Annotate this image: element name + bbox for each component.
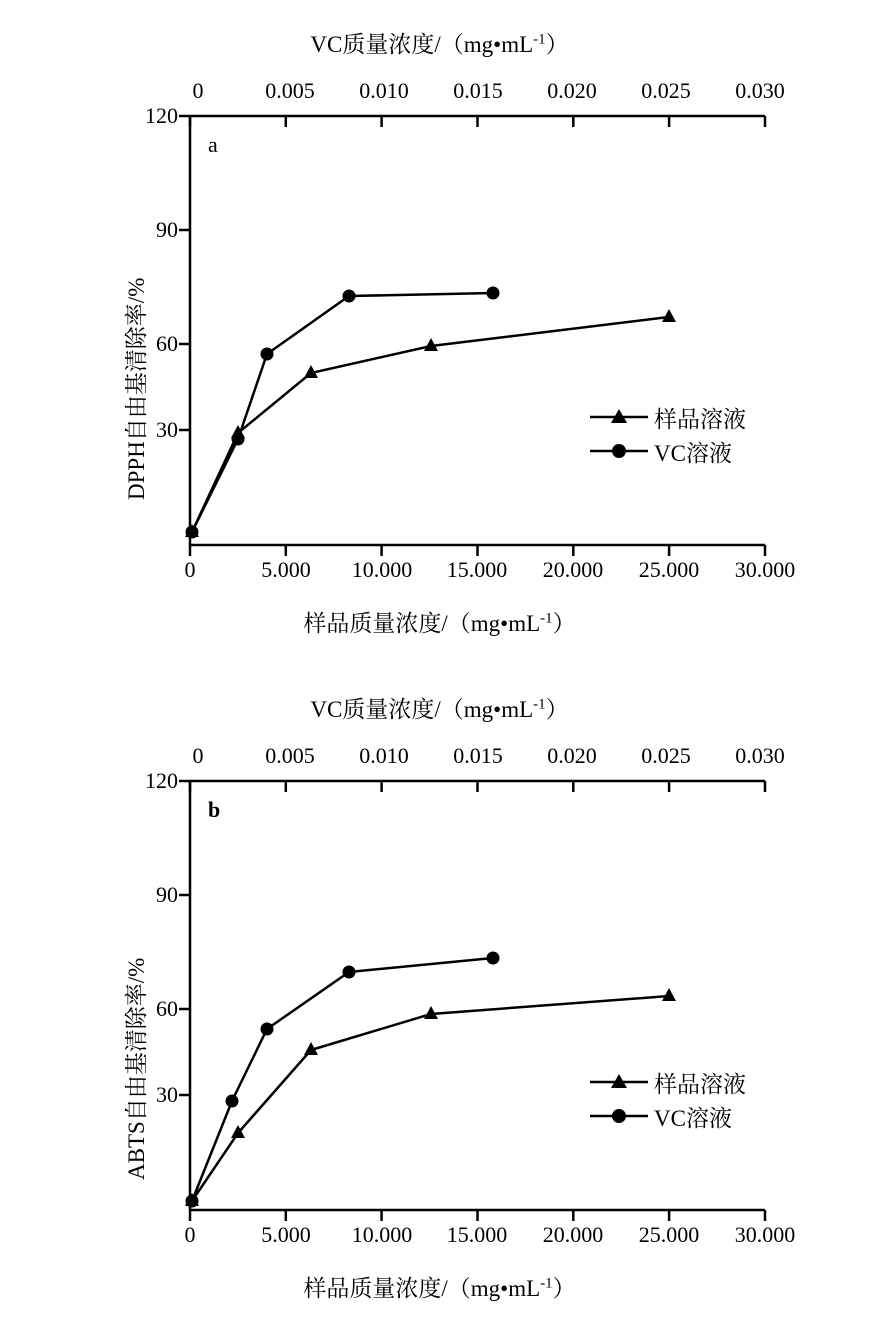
panel-b-top-ticks	[190, 781, 765, 792]
panel-b-top-axis-title-suffix: ）	[545, 697, 569, 722]
panel-b-bottom-tick-2: 10.000	[351, 1222, 413, 1247]
panel-a-letter: a	[208, 132, 218, 157]
panel-b-top-tick-4: 0.020	[547, 743, 597, 768]
panel-a-legend-label-vc: VC溶液	[654, 440, 732, 466]
panel-a-top-tick-6: 0.030	[735, 78, 785, 103]
panel-a-legend-item-sample	[588, 400, 746, 434]
panel-a-bottom-tick-2: 10.000	[351, 557, 413, 582]
panel-b-series-vc-markers	[186, 952, 500, 1208]
panel-b-top-tick-3: 0.015	[453, 743, 503, 768]
panel-a-top-tick-5: 0.025	[641, 78, 691, 103]
panel-b-y-tick-30: 30	[156, 1082, 178, 1107]
panel-b-top-tick-5: 0.025	[641, 743, 691, 768]
panel-a-plot	[150, 100, 810, 570]
panel-b-bottom-tick-labels	[0, 1222, 879, 1248]
panel-a-bottom-axis-title-prefix: 样品质量浓度/（mg•mL	[303, 611, 541, 636]
panel-b-bottom-tick-3: 15.000	[446, 1222, 508, 1247]
panel-b-bottom-axis-title-prefix: 样品质量浓度/（mg•mL	[303, 1276, 541, 1301]
panel-b-bottom-ticks	[190, 1210, 765, 1221]
panel-a-top-tick-4: 0.020	[547, 78, 597, 103]
panel-a-top-axis-title-prefix: VC质量浓度/（mg•mL	[310, 32, 534, 57]
panel-a-bottom-tick-4: 20.000	[542, 557, 604, 582]
panel-b-bottom-tick-4: 20.000	[542, 1222, 604, 1247]
panel-a-y-axis-title: DPPH自由基清除率/%	[124, 277, 149, 500]
panel-b-top-tick-2: 0.010	[359, 743, 409, 768]
panel-b-bottom-tick-6: 30.000	[734, 1222, 796, 1247]
panel-a-top-ticks	[190, 116, 765, 127]
panel-a-bottom-ticks	[190, 545, 765, 556]
panel-a-bottom-axis-title-suffix: ）	[552, 611, 576, 636]
panel-b-top-tick-6: 0.030	[735, 743, 785, 768]
panel-a-bottom-tick-0: 0	[184, 557, 196, 582]
panel-a-top-axis-title	[0, 26, 879, 59]
panel-a-legend-item-vc	[588, 434, 746, 468]
panel-a-bottom-tick-labels	[0, 557, 879, 583]
panel-b-plot	[150, 765, 810, 1235]
panel-b-legend	[588, 1065, 746, 1133]
panel-b-legend-label-vc: VC溶液	[654, 1105, 732, 1131]
panel-a-legend-label-sample: 样品溶液	[654, 406, 746, 432]
panel-a-y-tick-120: 120	[145, 103, 178, 128]
panel-b-bottom-tick-5: 25.000	[638, 1222, 700, 1247]
panel-a-top-axis-title-suffix: ）	[545, 32, 569, 57]
panel-b-top-tick-1: 0.005	[265, 743, 315, 768]
panel-a-y-tick-90: 90	[156, 217, 178, 242]
panel-b-bottom-tick-1: 5.000	[261, 1222, 311, 1247]
panel-a-bottom-tick-5: 25.000	[638, 557, 700, 582]
panel-b-top-axis-title	[0, 691, 879, 724]
panel-b-bottom-axis-title-sup: -1	[540, 1275, 553, 1292]
panel-a-series-vc-markers	[186, 287, 500, 539]
panel-b-top-tick-0: 0	[192, 743, 204, 768]
panel-a-y-ticks	[179, 116, 190, 430]
panel-b-legend-item-sample	[588, 1065, 746, 1099]
circle-marker-icon	[588, 1106, 650, 1126]
panel-a-top-axis-title-sup: -1	[533, 31, 546, 48]
panel-b-letter: b	[208, 797, 221, 822]
panel-b-top-axis-title-sup: -1	[533, 696, 546, 713]
panel-a-top-tick-2: 0.010	[359, 78, 409, 103]
chart-panel-a	[0, 0, 879, 664]
panel-a-top-tick-3: 0.015	[453, 78, 503, 103]
panel-a-top-tick-1: 0.005	[265, 78, 315, 103]
panel-b-series-vc-line	[192, 958, 493, 1201]
panel-a-top-tick-0: 0	[192, 78, 204, 103]
panel-b-y-axis-title: ABTS自由基清除率/%	[124, 957, 149, 1180]
panel-b-y-tick-90: 90	[156, 882, 178, 907]
panel-b-legend-label-sample: 样品溶液	[654, 1071, 746, 1097]
triangle-marker-icon	[588, 407, 650, 427]
panel-a-legend	[588, 400, 746, 468]
panel-a-series-vc-line	[192, 293, 493, 532]
panel-a-bottom-tick-6: 30.000	[734, 557, 796, 582]
panel-b-legend-item-vc	[588, 1099, 746, 1133]
panel-b-top-axis-title-prefix: VC质量浓度/（mg•mL	[310, 697, 534, 722]
panel-a-y-tick-30: 30	[156, 417, 178, 442]
panel-a-bottom-axis-title-sup: -1	[540, 610, 553, 627]
panel-a-bottom-tick-1: 5.000	[261, 557, 311, 582]
circle-marker-icon	[588, 441, 650, 461]
panel-b-y-tick-120: 120	[145, 768, 178, 793]
panel-a-bottom-axis-title	[0, 605, 879, 638]
panel-a-y-tick-60: 60	[156, 331, 178, 356]
panel-b-bottom-tick-0: 0	[184, 1222, 196, 1247]
triangle-marker-icon	[588, 1072, 650, 1092]
panel-b-y-ticks	[179, 781, 190, 1095]
panel-b-bottom-axis-title-suffix: ）	[552, 1276, 576, 1301]
panel-a-bottom-tick-3: 15.000	[446, 557, 508, 582]
chart-panel-b	[0, 665, 879, 1329]
panel-b-y-tick-60: 60	[156, 996, 178, 1021]
panel-b-bottom-axis-title	[0, 1270, 879, 1303]
